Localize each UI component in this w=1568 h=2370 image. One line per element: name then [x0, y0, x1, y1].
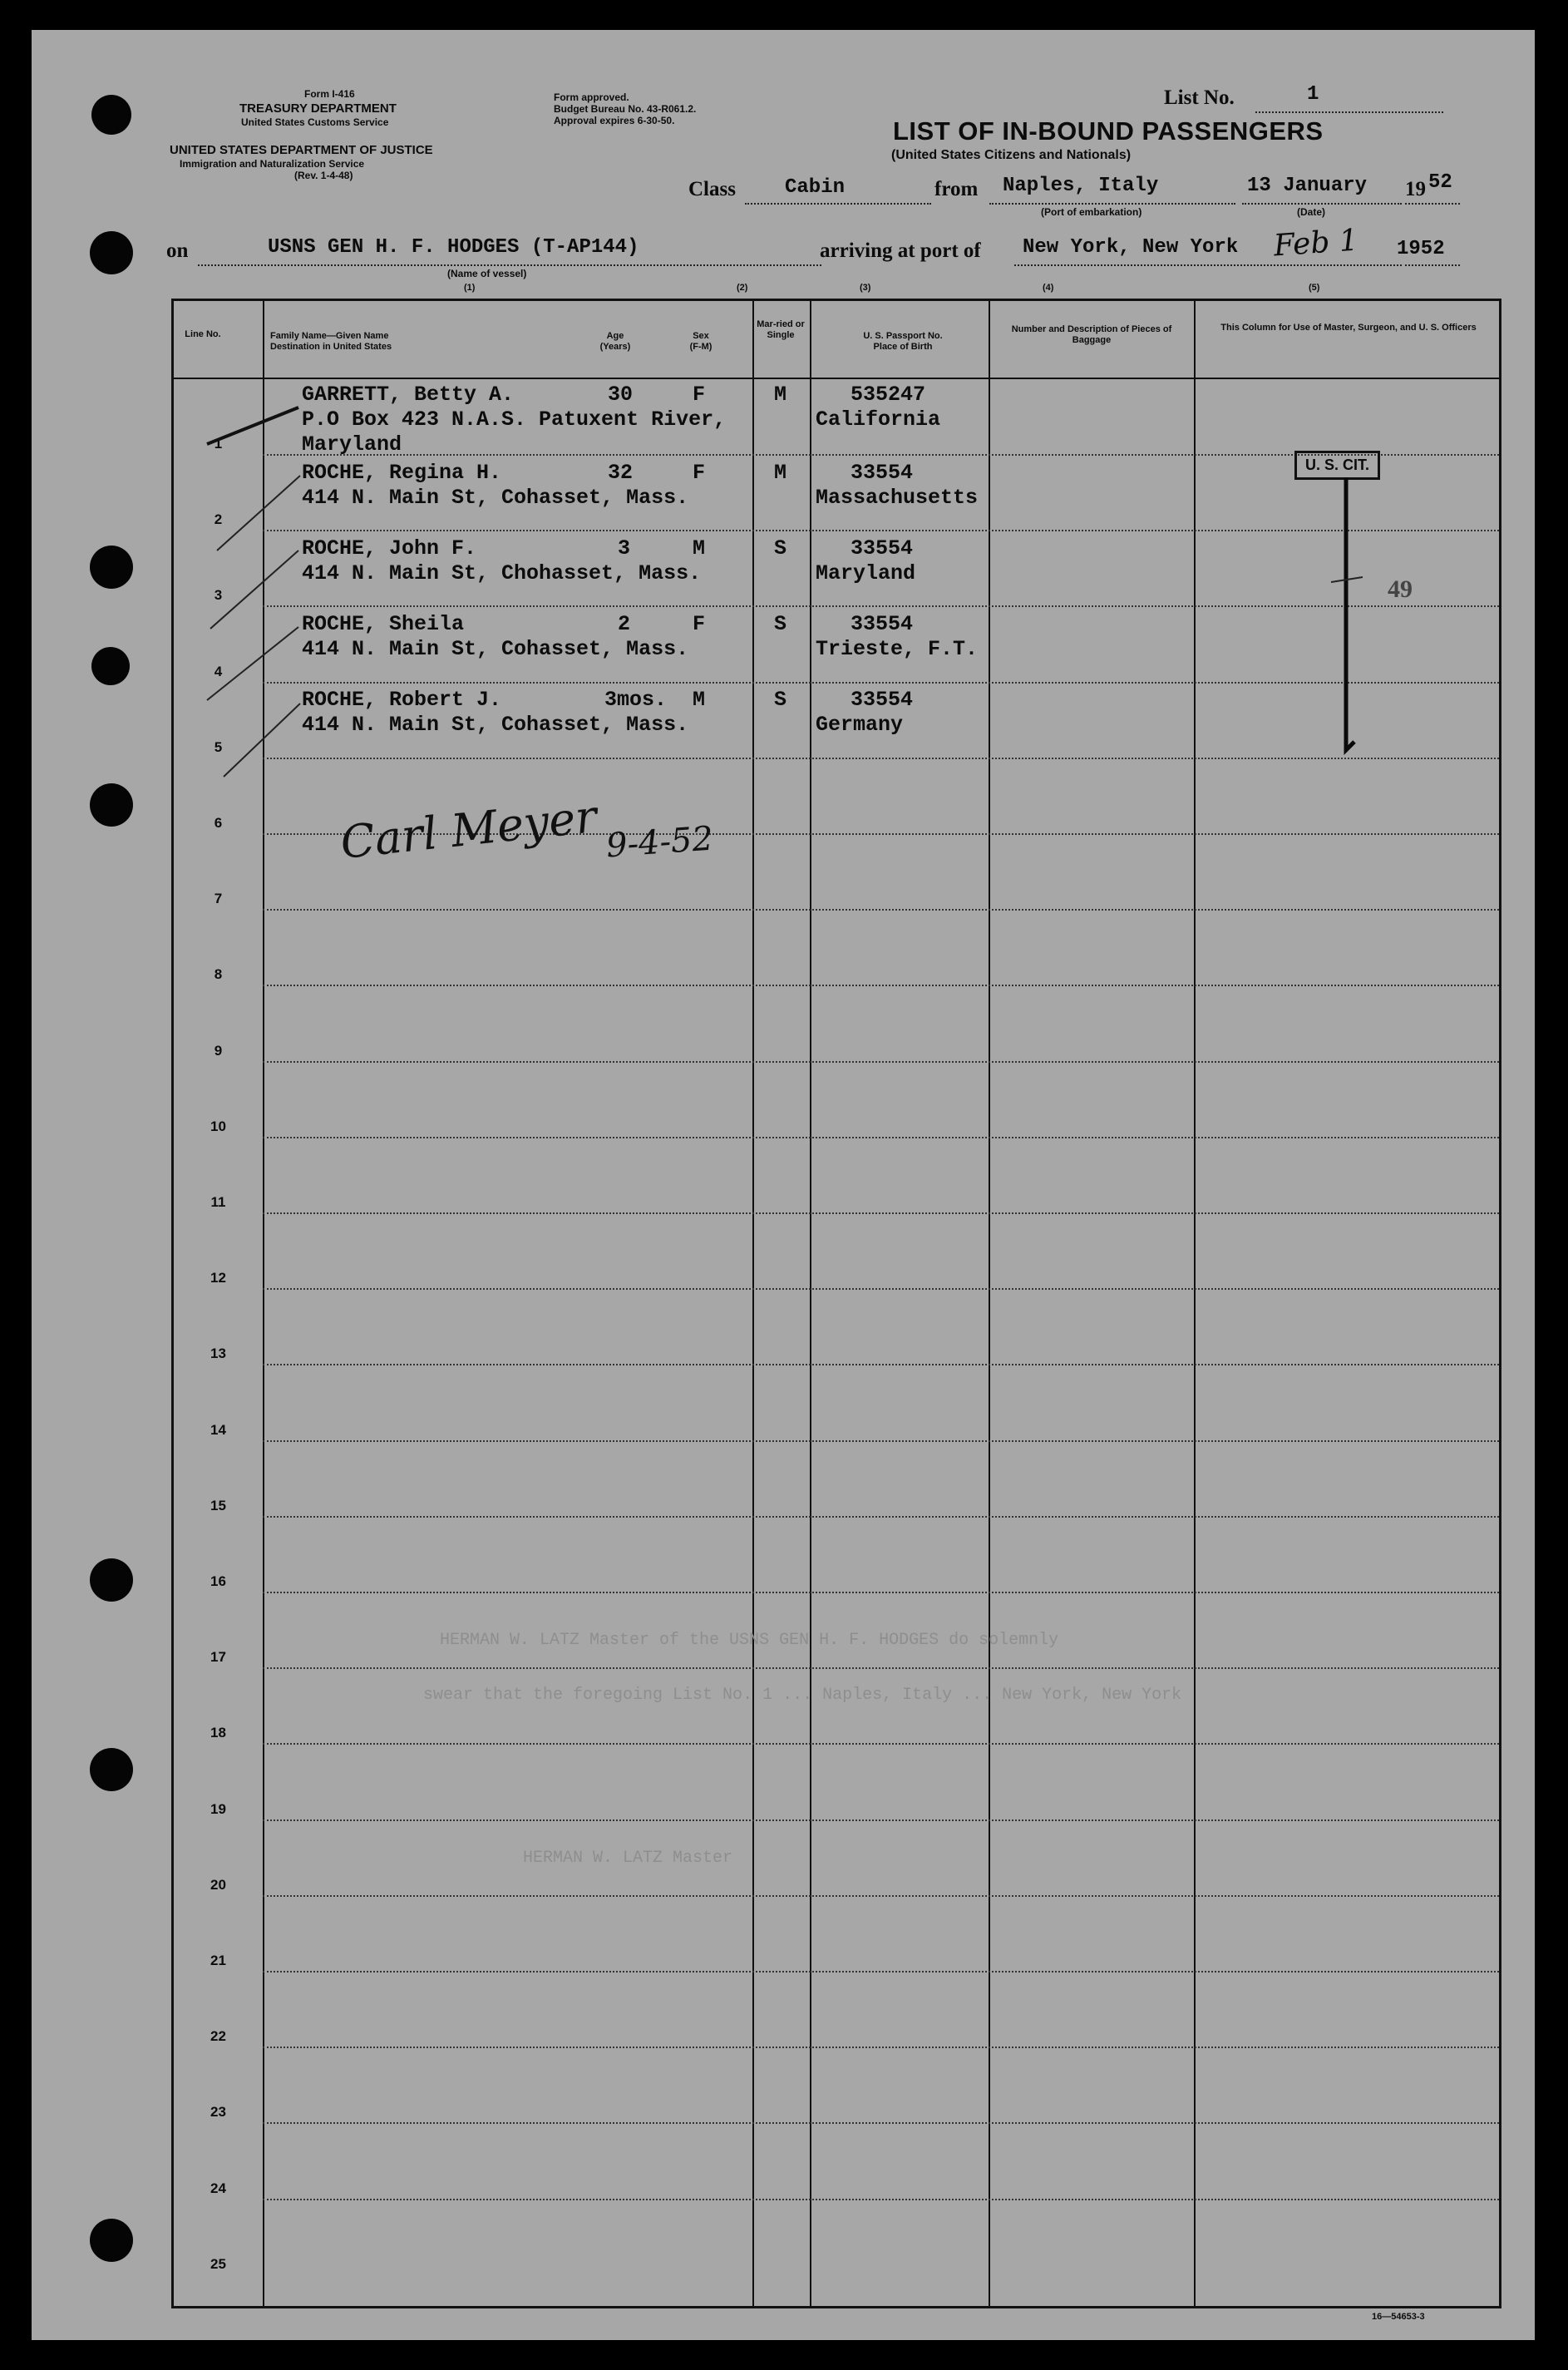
- row-line: [263, 605, 1499, 607]
- header-sex-line1: Sex: [693, 331, 709, 341]
- header-age: [586, 331, 644, 353]
- line-number: 15: [210, 1498, 226, 1513]
- passenger-table: [171, 299, 1501, 2308]
- line-number: 6: [214, 815, 223, 831]
- punch-hole: [90, 546, 133, 589]
- col-divider: [263, 301, 264, 2306]
- col-divider: [1194, 301, 1196, 2306]
- header-age-line1: Age: [606, 331, 624, 341]
- row-line: [263, 1971, 1499, 1973]
- col-divider: [752, 301, 754, 2306]
- line-number: 10: [210, 1118, 226, 1134]
- row-line: [263, 1895, 1499, 1897]
- punch-hole: [90, 1558, 133, 1602]
- passenger-age: 3mos.: [604, 688, 668, 712]
- header-passport-line1: U. S. Passport No.: [863, 331, 943, 341]
- header-divider: [174, 378, 1499, 379]
- form-approved: Form approved.: [554, 91, 629, 103]
- line-number: 13: [210, 1345, 226, 1361]
- punch-hole: [90, 231, 133, 274]
- line-number: 25: [210, 2256, 226, 2272]
- row-line: [263, 1743, 1499, 1745]
- vessel-caption: (Name of vessel): [447, 268, 527, 279]
- punch-hole: [90, 2219, 133, 2262]
- line-number: 24: [210, 2180, 226, 2196]
- row-line: [263, 985, 1499, 986]
- budget-bureau: Budget Bureau No. 43-R061.2.: [554, 103, 697, 115]
- line-number: 7: [214, 891, 223, 906]
- year-line: [1405, 203, 1460, 205]
- row-line: [263, 1288, 1499, 1290]
- department-of-justice: UNITED STATES DEPARTMENT OF JUSTICE: [170, 143, 433, 157]
- hand-marks: [174, 301, 1504, 2311]
- print-code: 16—54653-3: [1372, 2312, 1425, 2322]
- row-line: [263, 530, 1499, 531]
- col-num-3: (3): [860, 283, 871, 293]
- passenger-passport: 33554: [851, 536, 914, 560]
- embark-date-value: 13 January: [1247, 175, 1368, 197]
- line-number: 8: [214, 966, 223, 982]
- passenger-passport: 33554: [851, 612, 914, 636]
- row-line: [263, 1516, 1499, 1518]
- row-line: [263, 1061, 1499, 1063]
- us-citizen-stamp: U. S. CIT.: [1294, 451, 1380, 480]
- header-name-line2: Destination in United States: [270, 342, 392, 352]
- arrival-port-line: [1014, 264, 1402, 266]
- col-num-2: (2): [737, 283, 748, 293]
- header-passport: [824, 331, 982, 353]
- col-divider: [989, 301, 990, 2306]
- line-number: 9: [214, 1043, 223, 1059]
- signature-code: 9-4-52: [604, 819, 715, 866]
- year-typed: 52: [1428, 171, 1452, 194]
- line-number: 2: [214, 511, 223, 527]
- line-number: 23: [210, 2104, 226, 2120]
- header-sex-line2: (F-M): [689, 342, 713, 352]
- row-line: [263, 1440, 1499, 1442]
- arrival-year-line: [1405, 264, 1460, 266]
- line-number: 18: [210, 1725, 226, 1740]
- passenger-destination: 414 N. Main St, Cohasset, Mass.: [302, 486, 689, 510]
- col-num-1: (1): [464, 283, 476, 293]
- row-line: [263, 758, 1499, 759]
- passenger-age: 32: [608, 461, 634, 485]
- line-number: 16: [210, 1573, 226, 1589]
- row-line: [263, 1819, 1499, 1821]
- punch-hole: [90, 783, 133, 827]
- port-embark-value: Naples, Italy: [1003, 175, 1159, 197]
- passenger-passport: 33554: [851, 461, 914, 485]
- line-number: 17: [210, 1649, 226, 1665]
- line-number: 1: [214, 436, 223, 452]
- row-line: [263, 909, 1499, 911]
- bleed-through-text: swear that the foregoing List No. 1 ... Naples, Italy ... New York, New York: [423, 1686, 1182, 1705]
- list-no-value: 1: [1307, 83, 1319, 106]
- passenger-marital-status: S: [774, 536, 787, 560]
- passenger-marital-status: M: [774, 383, 787, 407]
- passenger-name: ROCHE, John F.: [302, 536, 477, 560]
- passenger-destination: 414 N. Main St, Cohasset, Mass.: [302, 713, 689, 737]
- arrival-year: 1952: [1397, 238, 1445, 260]
- inspector-signature: Carl Meyer: [338, 790, 599, 869]
- header-sex: [676, 331, 726, 353]
- col-divider: [810, 301, 811, 2306]
- passenger-sex: F: [693, 461, 706, 485]
- line-number: 21: [210, 1953, 226, 1968]
- passenger-sex: M: [693, 688, 706, 712]
- header-married: Mar-ried or Single: [757, 319, 805, 340]
- passenger-sex: F: [693, 612, 706, 636]
- passenger-destination: 414 N. Main St, Chohasset, Mass.: [302, 561, 702, 585]
- passenger-age: 3: [618, 536, 631, 560]
- line-number: 3: [214, 587, 223, 603]
- passenger-birthplace: Germany: [816, 713, 904, 737]
- passenger-sex: F: [693, 383, 706, 407]
- year-prefix: 19: [1405, 178, 1426, 200]
- header-passport-line2: Place of Birth: [873, 342, 933, 352]
- header-name-line1: Family Name—Given Name: [270, 331, 389, 341]
- row-line: [263, 1212, 1499, 1214]
- class-line: [745, 203, 931, 205]
- col-num-5: (5): [1309, 283, 1320, 293]
- passenger-marital-status: S: [774, 612, 787, 636]
- date-line: [1242, 203, 1402, 205]
- ins-label: Immigration and Naturalization Service: [180, 158, 365, 170]
- port-embark-caption: (Port of embarkation): [1041, 206, 1142, 218]
- passenger-birthplace: California: [816, 407, 941, 432]
- header-line-no: Line No.: [185, 329, 221, 339]
- passenger-passport: 535247: [851, 383, 926, 407]
- customs-service: United States Customs Service: [241, 116, 389, 128]
- list-no-line: [1255, 111, 1443, 113]
- form-number: Form I-416: [304, 88, 355, 100]
- header-baggage: Number and Description of Pieces of Baggage: [1011, 324, 1172, 345]
- revision-label: (Rev. 1-4-48): [294, 170, 353, 181]
- punch-hole: [91, 95, 131, 135]
- arrival-port: New York, New York: [1023, 236, 1239, 259]
- manifest-page: [32, 30, 1535, 2340]
- passenger-name: ROCHE, Robert J.: [302, 688, 502, 712]
- list-no-label: List No.: [1164, 86, 1235, 109]
- form-title: LIST OF IN-BOUND PASSENGERS: [893, 116, 1324, 146]
- row-line: [263, 1667, 1499, 1669]
- on-label: on: [166, 239, 189, 262]
- line-number: 4: [214, 664, 223, 679]
- row-line: [263, 2122, 1499, 2124]
- row-line: [263, 1364, 1499, 1365]
- passenger-birthplace: Massachusetts: [816, 486, 979, 510]
- passenger-marital-status: M: [774, 461, 787, 485]
- passenger-age: 2: [618, 612, 631, 636]
- passenger-sex: M: [693, 536, 706, 560]
- passenger-name: GARRETT, Betty A.: [302, 383, 515, 407]
- row-line: [263, 2199, 1499, 2200]
- row-line: [263, 682, 1499, 684]
- class-value: Cabin: [785, 176, 846, 199]
- line-number: 22: [210, 2028, 226, 2044]
- bleed-through-text: HERMAN W. LATZ Master of the USNS GEN H. F. HODGES do solemnly: [440, 1631, 1059, 1650]
- arrival-date-handwritten: Feb 1: [1272, 223, 1360, 264]
- punch-hole: [90, 1748, 133, 1791]
- passenger-age: 30: [608, 383, 634, 407]
- row-line: [263, 2047, 1499, 2048]
- header-officers: This Column for Use of Master, Surgeon, and U. S. Officers: [1220, 323, 1477, 333]
- passenger-birthplace: Maryland: [816, 561, 916, 585]
- arriving-label: arriving at port of: [820, 239, 981, 262]
- date-caption: (Date): [1297, 206, 1326, 218]
- class-label: Class: [688, 178, 736, 200]
- passenger-destination: 414 N. Main St, Cohasset, Mass.: [302, 637, 689, 661]
- punch-hole: [91, 647, 130, 685]
- treasury-department: TREASURY DEPARTMENT: [239, 101, 397, 116]
- line-number: 14: [210, 1422, 226, 1438]
- passenger-destination: Maryland: [302, 432, 402, 457]
- line-number: 11: [210, 1194, 226, 1210]
- passenger-birthplace: Trieste, F.T.: [816, 637, 979, 661]
- passenger-marital-status: S: [774, 688, 787, 712]
- line-number: 20: [210, 1877, 226, 1893]
- port-embark-line: [989, 203, 1235, 205]
- passenger-name: ROCHE, Sheila: [302, 612, 465, 636]
- vessel-line: [198, 264, 821, 266]
- line-number: 5: [214, 739, 223, 755]
- header-age-line2: (Years): [599, 342, 631, 352]
- header-name: [270, 331, 392, 353]
- passenger-destination: P.O Box 423 N.A.S. Patuxent River,: [302, 407, 727, 432]
- line-number: 12: [210, 1270, 226, 1286]
- approval-expires: Approval expires 6-30-50.: [554, 115, 675, 126]
- passenger-name: ROCHE, Regina H.: [302, 461, 502, 485]
- col-num-4: (4): [1043, 283, 1054, 293]
- bleed-through-text: HERMAN W. LATZ Master: [523, 1849, 733, 1868]
- form-subtitle: (United States Citizens and Nationals): [891, 148, 1132, 162]
- row-line: [263, 1592, 1499, 1593]
- row-line: [263, 1137, 1499, 1138]
- line-number: 19: [210, 1801, 226, 1817]
- passenger-passport: 33554: [851, 688, 914, 712]
- from-label: from: [934, 178, 979, 200]
- vessel-name: USNS GEN H. F. HODGES (T-AP144): [268, 236, 639, 259]
- stamp-number: 49: [1388, 575, 1413, 603]
